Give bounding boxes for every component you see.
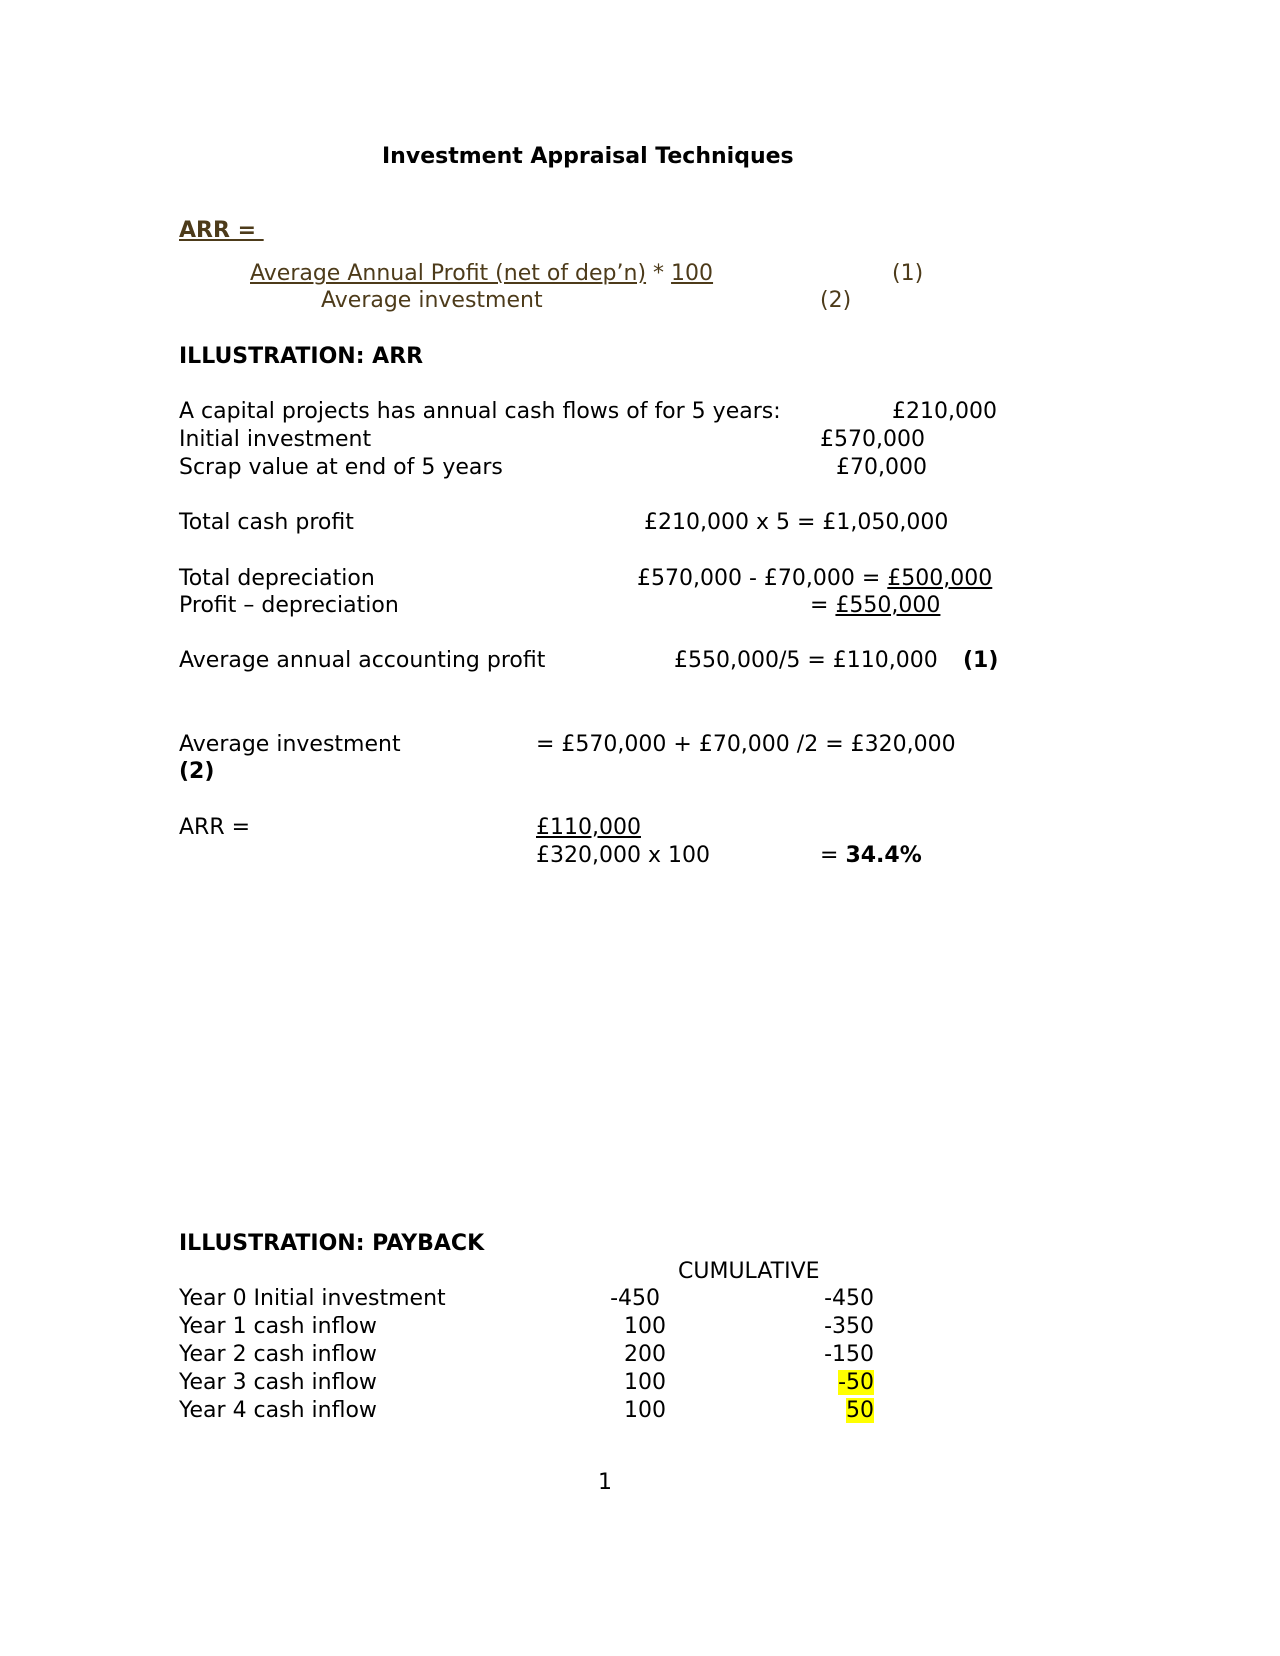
total-cash-profit-label: Total cash profit <box>179 510 354 535</box>
cash-flows-label: A capital projects has annual cash flows of for 5 years: <box>179 399 781 424</box>
payback-row-cumulative <box>774 1342 874 1368</box>
payback-row-label: Year 1 cash inflow <box>179 1314 377 1339</box>
formula-ref-1: (1) <box>892 261 924 286</box>
payback-row-label: Year 4 cash inflow <box>179 1398 377 1423</box>
equals-sign: = <box>810 593 836 618</box>
profit-less-depreciation-label: Profit – depreciation <box>179 593 399 618</box>
arr-formula-heading: ARR = <box>179 218 264 243</box>
arr-label: ARR = <box>179 815 251 840</box>
avg-profit-label: Average annual accounting profit <box>179 648 546 673</box>
arr-denominator: £320,000 x 100 <box>536 843 710 868</box>
arr-result <box>820 843 922 869</box>
arr-formula-denominator: Average investment <box>321 288 543 313</box>
cumulative-value: -50 <box>838 1370 874 1395</box>
profit-result: £550,000 <box>835 593 941 618</box>
cumulative-value: -350 <box>824 1314 874 1339</box>
cumulative-header: CUMULATIVE <box>678 1259 820 1284</box>
total-depreciation-label: Total depreciation <box>179 566 375 591</box>
payback-row-cumulative <box>774 1398 874 1424</box>
cash-flows-value: £210,000 <box>892 399 997 424</box>
scrap-value-label: Scrap value at end of 5 years <box>179 455 503 480</box>
avg-profit-calc: £550,000/5 = £110,000 <box>674 648 938 673</box>
arr-equals: = <box>820 843 846 868</box>
initial-investment-label: Initial investment <box>179 427 372 452</box>
cumulative-value: 50 <box>846 1398 874 1423</box>
payback-row-label: Year 3 cash inflow <box>179 1370 377 1395</box>
payback-row-cumulative <box>774 1286 874 1312</box>
avg-profit-ref: (1) <box>963 648 999 673</box>
page-title: Investment Appraisal Techniques <box>382 144 794 169</box>
times-sign: * <box>646 261 672 286</box>
payback-row-cumulative <box>774 1370 874 1396</box>
payback-row-flow: 200 <box>624 1342 666 1367</box>
formula-ref-2: (2) <box>820 288 852 313</box>
payback-row-cumulative <box>774 1314 874 1340</box>
payback-row-flow: 100 <box>624 1370 666 1395</box>
arr-numerator: £110,000 <box>536 815 641 840</box>
hundred: 100 <box>671 261 714 286</box>
depreciation-result: £500,000 <box>887 566 993 591</box>
total-depreciation-calc <box>637 566 992 592</box>
payback-row-label: Year 0 Initial investment <box>179 1286 446 1311</box>
initial-investment-value: £570,000 <box>820 427 925 452</box>
cumulative-value: -450 <box>824 1286 874 1311</box>
profit-less-depreciation-calc <box>810 593 940 619</box>
scrap-value: £70,000 <box>836 455 927 480</box>
payback-row-flow: 100 <box>624 1398 666 1423</box>
arr-result-value: 34.4% <box>845 843 922 868</box>
arr-formula-numerator <box>250 261 713 287</box>
depreciation-expression: £570,000 - £70,000 = <box>637 566 888 591</box>
payback-row-label: Year 2 cash inflow <box>179 1342 377 1367</box>
payback-row-flow: 100 <box>624 1314 666 1339</box>
avg-investment-ref: (2) <box>179 759 215 784</box>
payback-row-flow: -450 <box>610 1286 660 1311</box>
payback-heading: ILLUSTRATION: PAYBACK <box>179 1231 485 1256</box>
numerator-text: Average Annual Profit (net of dep’n) <box>250 261 647 286</box>
arr-illustration-heading: ILLUSTRATION: ARR <box>179 344 424 369</box>
cumulative-value: -150 <box>824 1342 874 1367</box>
page-number: 1 <box>598 1470 612 1495</box>
total-cash-profit-calc: £210,000 x 5 = £1,050,000 <box>644 510 949 535</box>
avg-investment-calc: = £570,000 + £70,000 /2 = £320,000 <box>536 732 956 757</box>
avg-investment-label: Average investment <box>179 732 401 757</box>
